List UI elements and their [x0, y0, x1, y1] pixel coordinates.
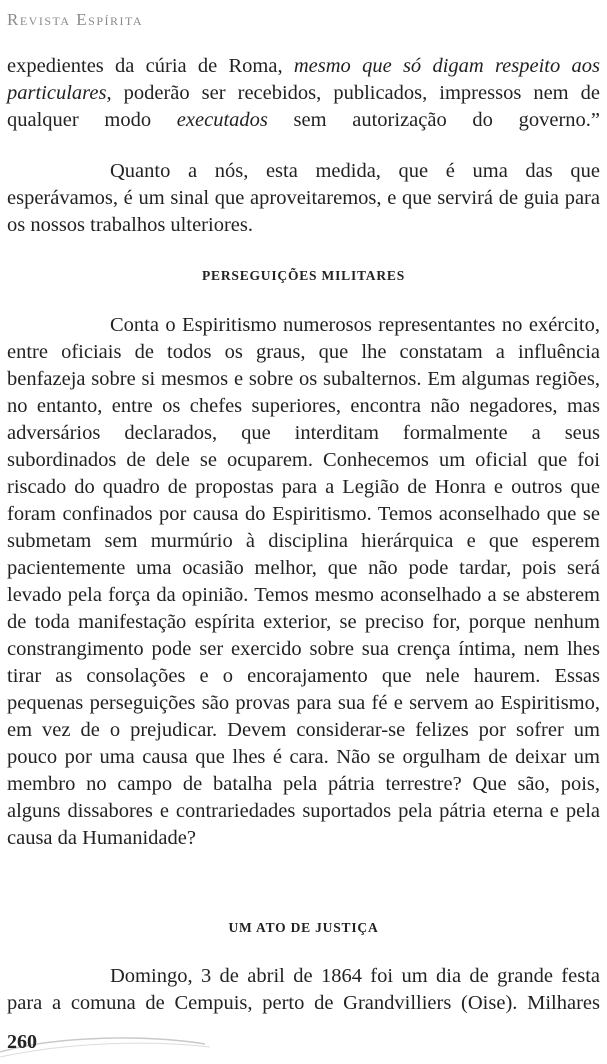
- section-heading-military-persecutions: PERSEGUIÇÕES MILITARES: [201, 268, 406, 283]
- running-head: Revista Espírita: [7, 10, 144, 29]
- text-segment: sem autorização do governo.”: [267, 109, 600, 131]
- text-segment: , poderão ser recebidos, publicados, impressos nem de qualquer modo: [7, 82, 600, 131]
- italic-text: executados: [176, 109, 268, 131]
- text-segment: expedientes da cúria de Roma,: [7, 55, 294, 77]
- paragraph-continuation: [7, 53, 600, 134]
- paragraph-military-persecutions: Conta o Espiritismo numerosos representantes no exército, entre oficiais de todos os graus, que lhe constatam a influência benfazeja sobre si mesmos e sobre os subalternos. Em algumas regiões, no entanto, entre os chefes superiores, encontra não negadores, mas adversários declarados, que interditam formalmente a seus subordinados de dele se ocuparem. Conhecemos um oficial que foi riscado do quadro de propostas para a Legião de Honra e outros que foram confinados por causa do Espiritismo. Temos aconselhado que se submetam sem murmúrio à disciplina hierárquica e que esperem pacientemente uma ocasião melhor, que não pode tardar, pois será levado pela força da opinião. Temos mesmo aconselhado a se absterem de toda manifestação espírita exterior, se preciso for, porque nenhum constrangimento pode ser exercido sobre sua crença íntima, nem lhes tirar as consolações e o encorajamento que nele haurem. Essas pequenas perseguições são provas para sua fé e servem ao Espiritismo, em vez de o prejudicar. Devem considerar-se felizes por sofrer um pouco por uma causa que lhes é cara. Não se orgulham de deixar um membro no campo de batalha pela pátria terrestre? Que são, pois, alguns dissabores e contrariedades suportados pela pátria eterna e pela causa da Humanidade?: [7, 314, 600, 849]
- italic-text: mesmo que só digam respeito aos particulares: [7, 55, 600, 104]
- paragraph-act-of-justice: Domingo, 3 de abril de 1864 foi um dia de grande festa para a comuna de Cempuis, perto de Grandvilliers (Oise). Milhares: [7, 965, 600, 1014]
- page-number: 260: [7, 1031, 37, 1053]
- paragraph-commentary: Quanto a nós, esta medida, que é uma das que esperávamos, é um sinal que aproveitaremos, e que servirá de guia para os nossos trabalhos ulteriores.: [7, 160, 600, 236]
- section-heading-act-of-justice: UM ATO DE JUSTIÇA: [228, 920, 379, 935]
